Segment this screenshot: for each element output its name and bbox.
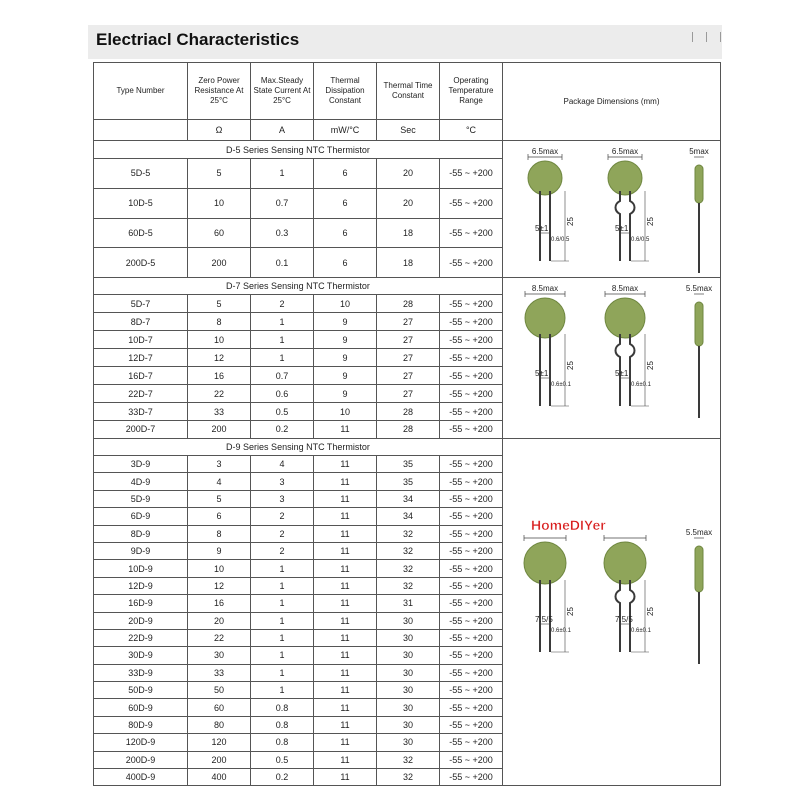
cell-temp: -55 ~ +200 — [440, 456, 503, 473]
cell-temp: -55 ~ +200 — [440, 159, 503, 189]
cell-dissipation: 6 — [314, 188, 377, 218]
cell-temp: -55 ~ +200 — [440, 420, 503, 438]
lead-spacing-label: 5±1 — [615, 369, 629, 378]
cell-dissipation: 11 — [314, 525, 377, 542]
cell-current: 1 — [251, 682, 314, 699]
cell-type: 200D-7 — [94, 420, 188, 438]
package-drawing — [503, 141, 720, 277]
cell-current: 0.7 — [251, 367, 314, 385]
unit-type — [94, 120, 188, 141]
group-header-row — [94, 439, 721, 456]
cell-type: 30D-9 — [94, 647, 188, 664]
cell-dissipation: 11 — [314, 542, 377, 559]
cell-time: 32 — [377, 577, 440, 594]
cell-type: 80D-9 — [94, 716, 188, 733]
cell-time: 20 — [377, 188, 440, 218]
cell-time: 32 — [377, 525, 440, 542]
cell-type: 16D-9 — [94, 595, 188, 612]
cell-time: 30 — [377, 664, 440, 681]
cell-resistance: 5 — [188, 490, 251, 507]
group-label: D-5 Series Sensing NTC Thermistor — [94, 141, 503, 159]
cell-temp: -55 ~ +200 — [440, 716, 503, 733]
lead-length-label: 25 — [566, 607, 575, 616]
cell-type: 60D-9 — [94, 699, 188, 716]
cell-resistance: 12 — [188, 349, 251, 367]
cell-dissipation: 9 — [314, 349, 377, 367]
group-header-row — [94, 278, 721, 295]
lead-wire — [630, 334, 635, 406]
lead-diameter-label: 0.6±0.1 — [551, 382, 571, 388]
cell-time: 27 — [377, 331, 440, 349]
cell-type: 10D-7 — [94, 331, 188, 349]
cell-dissipation: 11 — [314, 699, 377, 716]
cell-resistance: 20 — [188, 612, 251, 629]
cell-time: 34 — [377, 490, 440, 507]
cell-time: 28 — [377, 420, 440, 438]
cell-current: 0.8 — [251, 699, 314, 716]
cell-type: 400D-9 — [94, 769, 188, 786]
cell-current: 3 — [251, 490, 314, 507]
cell-temp: -55 ~ +200 — [440, 612, 503, 629]
package-drawing — [503, 278, 720, 438]
cell-resistance: 12 — [188, 577, 251, 594]
col-time: Thermal Time Constant — [377, 63, 440, 120]
cell-temp: -55 ~ +200 — [440, 560, 503, 577]
cell-current: 1 — [251, 349, 314, 367]
cell-current: 2 — [251, 525, 314, 542]
cell-dissipation: 11 — [314, 629, 377, 646]
cell-resistance: 400 — [188, 769, 251, 786]
cell-type: 3D-9 — [94, 456, 188, 473]
cell-resistance: 9 — [188, 542, 251, 559]
cell-resistance: 200 — [188, 751, 251, 768]
cell-dissipation: 9 — [314, 385, 377, 403]
col-temp: Operating Temperature Range — [440, 63, 503, 120]
title-bar — [88, 25, 722, 59]
cell-time: 20 — [377, 159, 440, 189]
cell-current: 1 — [251, 560, 314, 577]
decor-tick — [706, 32, 707, 42]
lead-spacing-label: 5±1 — [535, 369, 549, 378]
decor-tick — [720, 32, 721, 42]
cell-current: 2 — [251, 295, 314, 313]
thermistor-body — [605, 298, 645, 338]
body-width-label: 8.5max — [611, 284, 639, 293]
cell-time: 30 — [377, 612, 440, 629]
lead-length-label: 25 — [566, 361, 575, 370]
cell-temp: -55 ~ +200 — [440, 664, 503, 681]
cell-resistance: 60 — [188, 218, 251, 248]
group-label: D-9 Series Sensing NTC Thermistor — [94, 439, 503, 456]
cell-dissipation: 9 — [314, 367, 377, 385]
cell-type: 6D-9 — [94, 508, 188, 525]
col-package: Package Dimensions (mm) — [503, 63, 721, 141]
cell-type: 8D-7 — [94, 313, 188, 331]
lead-diameter-label: 0.6±0.1 — [631, 628, 651, 634]
unit-resistance: Ω — [188, 120, 251, 141]
lead-length-label: 25 — [646, 361, 655, 370]
cell-resistance: 16 — [188, 595, 251, 612]
cell-type: 5D-7 — [94, 295, 188, 313]
cell-temp: -55 ~ +200 — [440, 367, 503, 385]
cell-temp: -55 ~ +200 — [440, 403, 503, 421]
cell-type: 60D-5 — [94, 218, 188, 248]
cell-type: 33D-7 — [94, 403, 188, 421]
cell-current: 1 — [251, 331, 314, 349]
package-dimensions-cell — [503, 141, 721, 278]
cell-type: 8D-9 — [94, 525, 188, 542]
cell-resistance: 10 — [188, 188, 251, 218]
cell-time: 35 — [377, 456, 440, 473]
cell-resistance: 4 — [188, 473, 251, 490]
cell-current: 0.8 — [251, 734, 314, 751]
cell-current: 0.5 — [251, 751, 314, 768]
cell-type: 200D-9 — [94, 751, 188, 768]
cell-dissipation: 9 — [314, 331, 377, 349]
table-body — [94, 141, 721, 786]
cell-dissipation: 11 — [314, 490, 377, 507]
cell-current: 0.2 — [251, 420, 314, 438]
cell-current: 0.3 — [251, 218, 314, 248]
cell-type: 5D-5 — [94, 159, 188, 189]
cell-type: 22D-7 — [94, 385, 188, 403]
cell-resistance: 200 — [188, 420, 251, 438]
package-dimensions-cell — [503, 439, 721, 786]
thermistor-body — [528, 161, 562, 195]
lead-diameter-label: 0.6/0.5 — [631, 237, 650, 243]
cell-resistance: 5 — [188, 295, 251, 313]
cell-resistance: 10 — [188, 331, 251, 349]
cell-current: 0.5 — [251, 403, 314, 421]
cell-time: 27 — [377, 367, 440, 385]
cell-resistance: 200 — [188, 248, 251, 278]
cell-temp: -55 ~ +200 — [440, 769, 503, 786]
decor-tick — [692, 32, 693, 42]
cell-type: 4D-9 — [94, 473, 188, 490]
cell-temp: -55 ~ +200 — [440, 542, 503, 559]
cell-dissipation: 11 — [314, 612, 377, 629]
header-row — [94, 63, 721, 120]
lead-diameter-label: 0.6±0.1 — [631, 382, 651, 388]
cell-dissipation: 11 — [314, 595, 377, 612]
cell-dissipation: 11 — [314, 420, 377, 438]
group-label: D-7 Series Sensing NTC Thermistor — [94, 278, 503, 295]
thermistor-side — [695, 546, 703, 592]
lead-spacing-label: 7.5/5 — [535, 615, 553, 624]
cell-time: 28 — [377, 403, 440, 421]
col-current: Max.Steady State Current At 25°C — [251, 63, 314, 120]
cell-temp: -55 ~ +200 — [440, 734, 503, 751]
cell-dissipation: 11 — [314, 647, 377, 664]
lead-diameter-label: 0.6±0.1 — [551, 628, 571, 634]
cell-temp: -55 ~ +200 — [440, 525, 503, 542]
cell-temp: -55 ~ +200 — [440, 508, 503, 525]
lead-spacing-label: 7.5/5 — [615, 615, 633, 624]
cell-time: 30 — [377, 734, 440, 751]
cell-temp: -55 ~ +200 — [440, 629, 503, 646]
cell-type: 16D-7 — [94, 367, 188, 385]
cell-resistance: 22 — [188, 629, 251, 646]
package-dimensions-cell — [503, 278, 721, 439]
cell-dissipation: 6 — [314, 248, 377, 278]
cell-current: 3 — [251, 473, 314, 490]
cell-temp: -55 ~ +200 — [440, 295, 503, 313]
cell-time: 18 — [377, 248, 440, 278]
lead-diameter-label: 0.6/0.5 — [551, 237, 570, 243]
cell-time: 30 — [377, 716, 440, 733]
lead-length-label: 25 — [566, 217, 575, 226]
cell-type: 20D-9 — [94, 612, 188, 629]
cell-dissipation: 11 — [314, 751, 377, 768]
cell-current: 0.1 — [251, 248, 314, 278]
cell-current: 1 — [251, 595, 314, 612]
cell-time: 28 — [377, 295, 440, 313]
cell-time: 30 — [377, 647, 440, 664]
cell-type: 10D-5 — [94, 188, 188, 218]
cell-dissipation: 11 — [314, 456, 377, 473]
cell-current: 1 — [251, 313, 314, 331]
cell-current: 1 — [251, 577, 314, 594]
cell-type: 50D-9 — [94, 682, 188, 699]
watermark: HomeDIYer — [531, 517, 606, 533]
cell-type: 120D-9 — [94, 734, 188, 751]
cell-time: 32 — [377, 769, 440, 786]
cell-type: 9D-9 — [94, 542, 188, 559]
cell-current: 0.6 — [251, 385, 314, 403]
cell-resistance: 16 — [188, 367, 251, 385]
col-resistance: Zero Power Resistance At 25°C — [188, 63, 251, 120]
cell-resistance: 80 — [188, 716, 251, 733]
unit-temp: °C — [440, 120, 503, 141]
cell-current: 1 — [251, 664, 314, 681]
side-width-label: 5.5max — [685, 284, 713, 293]
package-drawing — [503, 439, 720, 784]
cell-dissipation: 11 — [314, 577, 377, 594]
cell-temp: -55 ~ +200 — [440, 248, 503, 278]
cell-dissipation: 9 — [314, 313, 377, 331]
cell-type: 200D-5 — [94, 248, 188, 278]
cell-current: 0.7 — [251, 188, 314, 218]
cell-temp: -55 ~ +200 — [440, 473, 503, 490]
cell-time: 30 — [377, 629, 440, 646]
cell-time: 35 — [377, 473, 440, 490]
cell-current: 1 — [251, 159, 314, 189]
unit-dissipation: mW/°C — [314, 120, 377, 141]
cell-temp: -55 ~ +200 — [440, 385, 503, 403]
cell-dissipation: 10 — [314, 403, 377, 421]
cell-current: 0.8 — [251, 716, 314, 733]
cell-type: 5D-9 — [94, 490, 188, 507]
body-width-label: 8.5max — [531, 284, 559, 293]
cell-dissipation: 11 — [314, 508, 377, 525]
thermistor-body — [525, 298, 565, 338]
lead-spacing-label: 5±1 — [535, 224, 549, 233]
characteristics-table — [93, 62, 721, 786]
cell-temp: -55 ~ +200 — [440, 647, 503, 664]
unit-time: Sec — [377, 120, 440, 141]
cell-resistance: 60 — [188, 699, 251, 716]
cell-time: 18 — [377, 218, 440, 248]
cell-time: 32 — [377, 560, 440, 577]
cell-resistance: 120 — [188, 734, 251, 751]
cell-temp: -55 ~ +200 — [440, 188, 503, 218]
cell-time: 27 — [377, 385, 440, 403]
cell-time: 30 — [377, 699, 440, 716]
cell-dissipation: 11 — [314, 473, 377, 490]
cell-dissipation: 10 — [314, 295, 377, 313]
lead-wire — [630, 191, 635, 261]
cell-temp: -55 ~ +200 — [440, 699, 503, 716]
cell-temp: -55 ~ +200 — [440, 331, 503, 349]
cell-resistance: 33 — [188, 664, 251, 681]
cell-dissipation: 6 — [314, 159, 377, 189]
unit-current: A — [251, 120, 314, 141]
thermistor-side — [695, 302, 703, 346]
cell-resistance: 30 — [188, 647, 251, 664]
cell-dissipation: 6 — [314, 218, 377, 248]
cell-time: 31 — [377, 595, 440, 612]
cell-time: 27 — [377, 313, 440, 331]
lead-length-label: 25 — [646, 607, 655, 616]
cell-current: 4 — [251, 456, 314, 473]
body-width-label: 6.5max — [531, 147, 559, 156]
thermistor-body — [604, 542, 646, 584]
cell-dissipation: 11 — [314, 769, 377, 786]
cell-dissipation: 11 — [314, 734, 377, 751]
cell-current: 1 — [251, 629, 314, 646]
cell-temp: -55 ~ +200 — [440, 682, 503, 699]
cell-dissipation: 11 — [314, 682, 377, 699]
cell-type: 10D-9 — [94, 560, 188, 577]
cell-time: 30 — [377, 682, 440, 699]
cell-resistance: 3 — [188, 456, 251, 473]
lead-spacing-label: 5±1 — [615, 224, 629, 233]
cell-time: 32 — [377, 751, 440, 768]
cell-resistance: 50 — [188, 682, 251, 699]
side-width-label: 5.5max — [685, 528, 713, 537]
cell-temp: -55 ~ +200 — [440, 595, 503, 612]
cell-dissipation: 11 — [314, 560, 377, 577]
cell-resistance: 8 — [188, 525, 251, 542]
cell-time: 27 — [377, 349, 440, 367]
cell-resistance: 33 — [188, 403, 251, 421]
thermistor-side — [695, 165, 703, 203]
cell-time: 32 — [377, 542, 440, 559]
cell-temp: -55 ~ +200 — [440, 577, 503, 594]
cell-current: 0.2 — [251, 769, 314, 786]
group-header-row — [94, 141, 721, 159]
cell-resistance: 10 — [188, 560, 251, 577]
cell-type: 12D-7 — [94, 349, 188, 367]
cell-time: 34 — [377, 508, 440, 525]
cell-type: 12D-9 — [94, 577, 188, 594]
cell-temp: -55 ~ +200 — [440, 751, 503, 768]
lead-length-label: 25 — [646, 217, 655, 226]
cell-dissipation: 11 — [314, 664, 377, 681]
cell-temp: -55 ~ +200 — [440, 490, 503, 507]
cell-temp: -55 ~ +200 — [440, 349, 503, 367]
cell-temp: -55 ~ +200 — [440, 313, 503, 331]
cell-resistance: 8 — [188, 313, 251, 331]
cell-temp: -55 ~ +200 — [440, 218, 503, 248]
body-width-label: 6.5max — [611, 147, 639, 156]
cell-resistance: 5 — [188, 159, 251, 189]
cell-current: 1 — [251, 612, 314, 629]
cell-type: 33D-9 — [94, 664, 188, 681]
col-dissipation: Thermal Dissipation Constant — [314, 63, 377, 120]
page-title: Electriacl Characteristics — [96, 30, 300, 49]
cell-dissipation: 11 — [314, 716, 377, 733]
thermistor-body — [608, 161, 642, 195]
thermistor-body — [524, 542, 566, 584]
cell-resistance: 22 — [188, 385, 251, 403]
cell-type: 22D-9 — [94, 629, 188, 646]
col-type: Type Number — [94, 63, 188, 120]
cell-current: 2 — [251, 508, 314, 525]
cell-resistance: 6 — [188, 508, 251, 525]
cell-current: 2 — [251, 542, 314, 559]
side-width-label: 5max — [689, 147, 709, 156]
cell-current: 1 — [251, 647, 314, 664]
